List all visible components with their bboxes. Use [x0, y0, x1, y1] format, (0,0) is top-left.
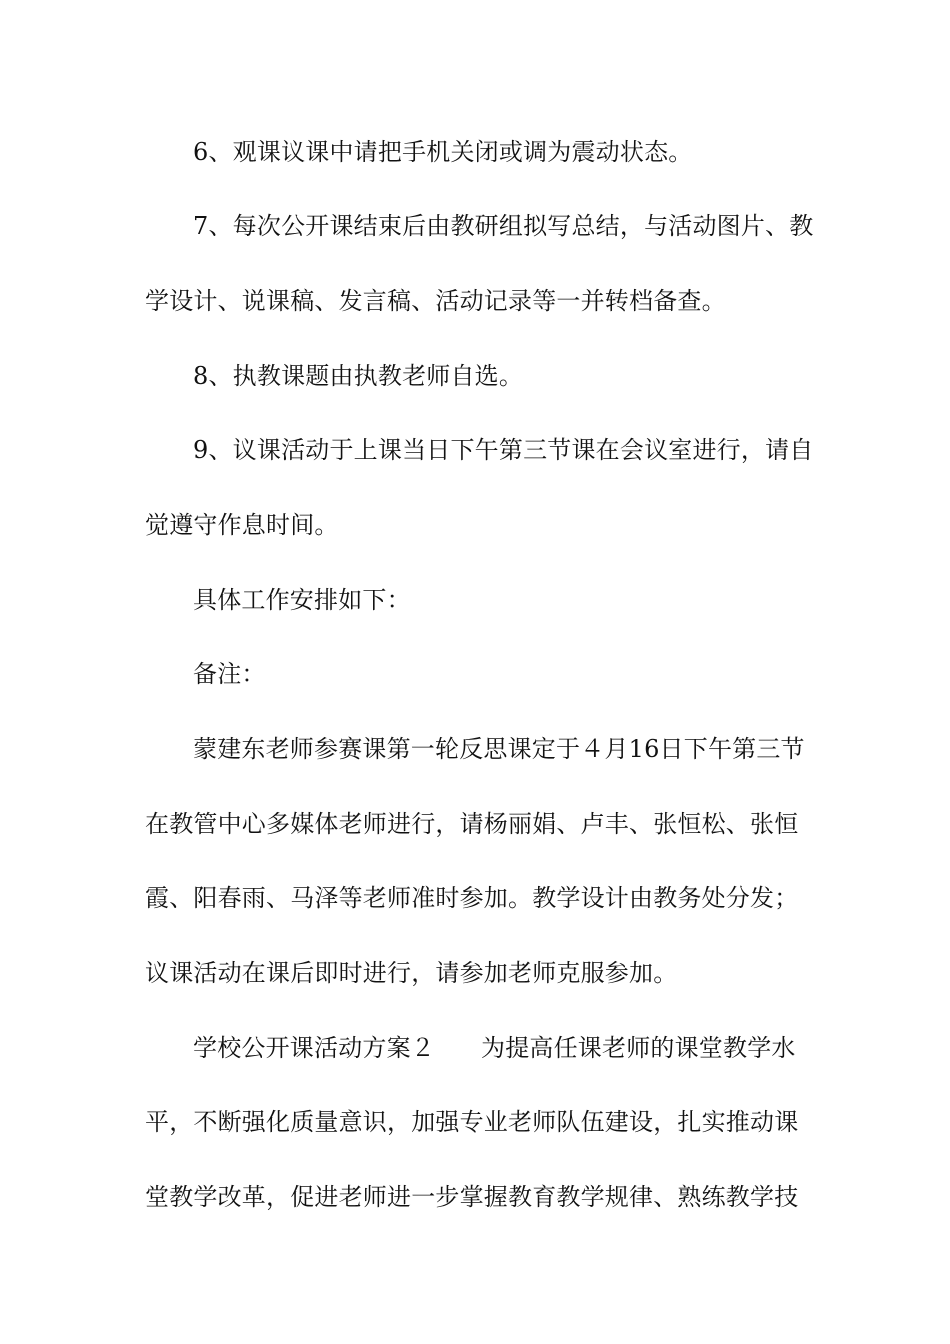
paragraph-line: 备注：	[193, 660, 266, 688]
paragraph-line: 学设计、说课稿、发言稿、活动记录等一并转档备查。	[145, 287, 726, 315]
paragraph-line: 9、议课活动于上课当日下午第三节课在会议室进行，请自	[193, 436, 814, 464]
paragraph-line: 平，不断强化质量意识，加强专业老师队伍建设，扎实推动课	[145, 1108, 799, 1136]
paragraph-line: 具体工作安排如下：	[193, 586, 411, 614]
paragraph-line: 议课活动在课后即时进行，请参加老师克服参加。	[145, 959, 678, 987]
paragraph-start: 为提高任课老师的课堂教学水	[481, 1034, 796, 1062]
paragraph-line: 觉遵守作息时间。	[145, 511, 339, 539]
paragraph-line: 霞、阳春雨、马泽等老师准时参加。教学设计由教务处分发；	[145, 884, 799, 912]
paragraph-line: 蒙建东老师参赛课第一轮反思课定于４月16日下午第三节	[193, 735, 805, 763]
paragraph-line: 7、每次公开课结束后由教研组拟写总结，与活动图片、教	[193, 212, 814, 240]
paragraph-line	[193, 1032, 873, 1064]
paragraph-line: 堂教学改革，促进老师进一步掌握教育教学规律、熟练教学技	[145, 1183, 799, 1211]
paragraph-line: 8、执教课题由执教老师自选。	[193, 362, 524, 390]
paragraph-line: 在教管中心多媒体老师进行，请杨丽娟、卢丰、张恒松、张恒	[145, 810, 799, 838]
section-heading: 学校公开课活动方案２	[193, 1034, 435, 1062]
paragraph-line: 6、观课议课中请把手机关闭或调为震动状态。	[193, 138, 693, 166]
